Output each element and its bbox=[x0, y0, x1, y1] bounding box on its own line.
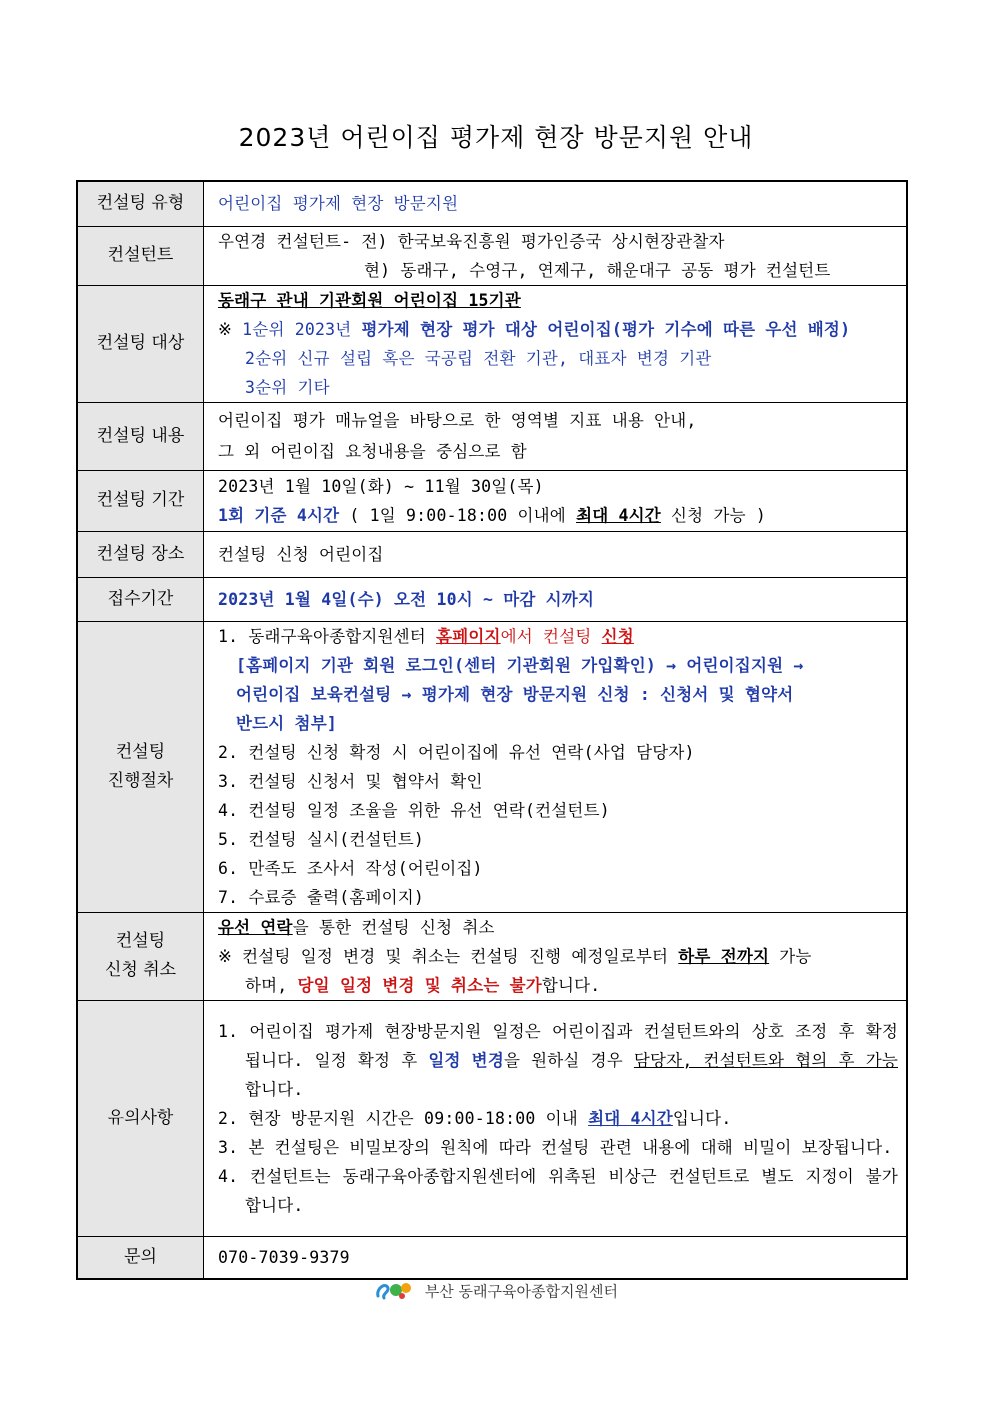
row-content bbox=[77, 402, 907, 470]
row-cancel bbox=[77, 912, 907, 1000]
label-type: 컨설팅 유형 bbox=[77, 181, 204, 226]
period-line-2: 1회 기준 4시간 ( 1일 9:00-18:00 이내에 최대 4시간 신청 가능 ) bbox=[218, 505, 766, 525]
value-content bbox=[204, 402, 908, 470]
step-1-detail-3: 반드시 첨부] bbox=[236, 713, 337, 733]
label-place: 컨설팅 장소 bbox=[77, 531, 204, 577]
cancel-line-1: 유선 연락을 통한 컨설팅 신청 취소 bbox=[218, 917, 495, 937]
cancel-line-2: ※ 컨설팅 일정 변경 및 취소는 컨설팅 진행 예정일로부터 하루 전까지 가능 bbox=[218, 946, 812, 966]
consultant-line-2: 현) 동래구, 수영구, 연제구, 해운대구 공동 평가 컨설턴트 bbox=[364, 260, 831, 280]
label-content: 컨설팅 내용 bbox=[77, 402, 204, 470]
step-5: 5. 컨설팅 실시(컨설턴트) bbox=[218, 829, 425, 849]
center-logo-icon bbox=[374, 1278, 414, 1306]
value-contact: 070-7039-9379 bbox=[204, 1236, 908, 1279]
value-consultant bbox=[204, 226, 908, 285]
target-line-2: ※ 1순위 2023년 평가제 현장 평가 대상 어린이집(평가 기수에 따른 우선 배정) bbox=[218, 319, 851, 339]
row-procedure bbox=[77, 621, 907, 912]
row-period bbox=[77, 470, 907, 531]
label-target: 컨설팅 대상 bbox=[77, 285, 204, 402]
row-contact bbox=[77, 1236, 907, 1279]
step-1: 1. 동래구육아종합지원센터 홈페이지에서 컨설팅 신청 bbox=[218, 626, 634, 646]
note-4: 4. 컨설턴트는 동래구육아종합지원센터에 위촉된 비상근 컨설턴트로 별도 지정이 불가합니다. bbox=[218, 1166, 898, 1215]
value-reception: 2023년 1월 4일(수) 오전 10시 ~ 마감 시까지 bbox=[204, 577, 908, 621]
value-notes bbox=[204, 1000, 908, 1236]
row-place bbox=[77, 531, 907, 577]
label-cancel: 컨설팅 신청 취소 bbox=[77, 912, 204, 1000]
cancel-line-3: 하며, 당일 일정 변경 및 취소는 불가합니다. bbox=[245, 975, 601, 995]
step-4: 4. 컨설팅 일정 조율을 위한 유선 연락(컨설턴트) bbox=[218, 800, 610, 820]
label-notes: 유의사항 bbox=[77, 1000, 204, 1236]
content-line-2: 그 외 어린이집 요청내용을 중심으로 함 bbox=[218, 442, 527, 461]
step-1-detail-1: [홈페이지 기관 회원 로그인(센터 기관회원 가입확인) → 어린이집지원 → bbox=[236, 655, 804, 675]
content-line-1: 어린이집 평가 매뉴얼을 바탕으로 한 영역별 지표 내용 안내, bbox=[218, 411, 697, 430]
target-line-1: 동래구 관내 기관회원 어린이집 15기관 bbox=[218, 290, 521, 310]
value-cancel bbox=[204, 912, 908, 1000]
value-procedure bbox=[204, 621, 908, 912]
label-contact: 문의 bbox=[77, 1236, 204, 1279]
footer bbox=[0, 1278, 992, 1306]
step-7: 7. 수료증 출력(홈페이지) bbox=[218, 887, 425, 907]
value-target bbox=[204, 285, 908, 402]
info-table bbox=[76, 180, 908, 1280]
footer-org-name: 부산 동래구육아종합지원센터 bbox=[424, 1282, 618, 1301]
row-consultant bbox=[77, 226, 907, 285]
row-reception bbox=[77, 577, 907, 621]
step-1-detail-2: 어린이집 보육컨설팅 → 평가제 현장 방문지원 신청 : 신청서 및 협약서 bbox=[236, 684, 794, 704]
value-period bbox=[204, 470, 908, 531]
page-title: 2023년 어린이집 평가제 현장 방문지원 안내 bbox=[238, 123, 754, 152]
reference-mark: ※ bbox=[218, 319, 233, 339]
row-target bbox=[77, 285, 907, 402]
target-line-4: 3순위 기타 bbox=[245, 377, 330, 397]
note-2: 2. 현장 방문지원 시간은 09:00-18:00 이내 최대 4시간입니다. bbox=[218, 1108, 732, 1128]
consultant-line-1: 우연경 컨설턴트- 전) 한국보육진흥원 평가인증국 상시현장관찰자 bbox=[218, 231, 725, 251]
value-type: 어린이집 평가제 현장 방문지원 bbox=[204, 181, 908, 226]
period-line-1: 2023년 1월 10일(화) ~ 11월 30일(목) bbox=[218, 476, 544, 496]
note-3: 3. 본 컨설팅은 비밀보장의 원칙에 따라 컨설팅 관련 내용에 대해 비밀이 보장됩니다. bbox=[218, 1137, 893, 1157]
step-2: 2. 컨설팅 신청 확정 시 어린이집에 유선 연락(사업 담당자) bbox=[218, 742, 695, 762]
label-consultant: 컨설턴트 bbox=[77, 226, 204, 285]
label-period: 컨설팅 기간 bbox=[77, 470, 204, 531]
step-3: 3. 컨설팅 신청서 및 협약서 확인 bbox=[218, 771, 483, 791]
label-reception: 접수기간 bbox=[77, 577, 204, 621]
note-1: 1. 어린이집 평가제 현장방문지원 일정은 어린이집과 컨설턴트와의 상호 조정 후 확정됩니다. 일정 확정 후 일정 변경을 원하실 경우 담당자, 컨설턴트와 협의 후 가능합니다. bbox=[218, 1021, 898, 1099]
row-notes bbox=[77, 1000, 907, 1236]
label-procedure: 컨설팅 진행절차 bbox=[77, 621, 204, 912]
step-6: 6. 만족도 조사서 작성(어린이집) bbox=[218, 858, 483, 878]
target-line-3: 2순위 신규 설립 혹은 국공립 전환 기관, 대표자 변경 기관 bbox=[245, 348, 712, 368]
value-place: 컨설팅 신청 어린이집 bbox=[204, 531, 908, 577]
row-type bbox=[77, 181, 907, 226]
